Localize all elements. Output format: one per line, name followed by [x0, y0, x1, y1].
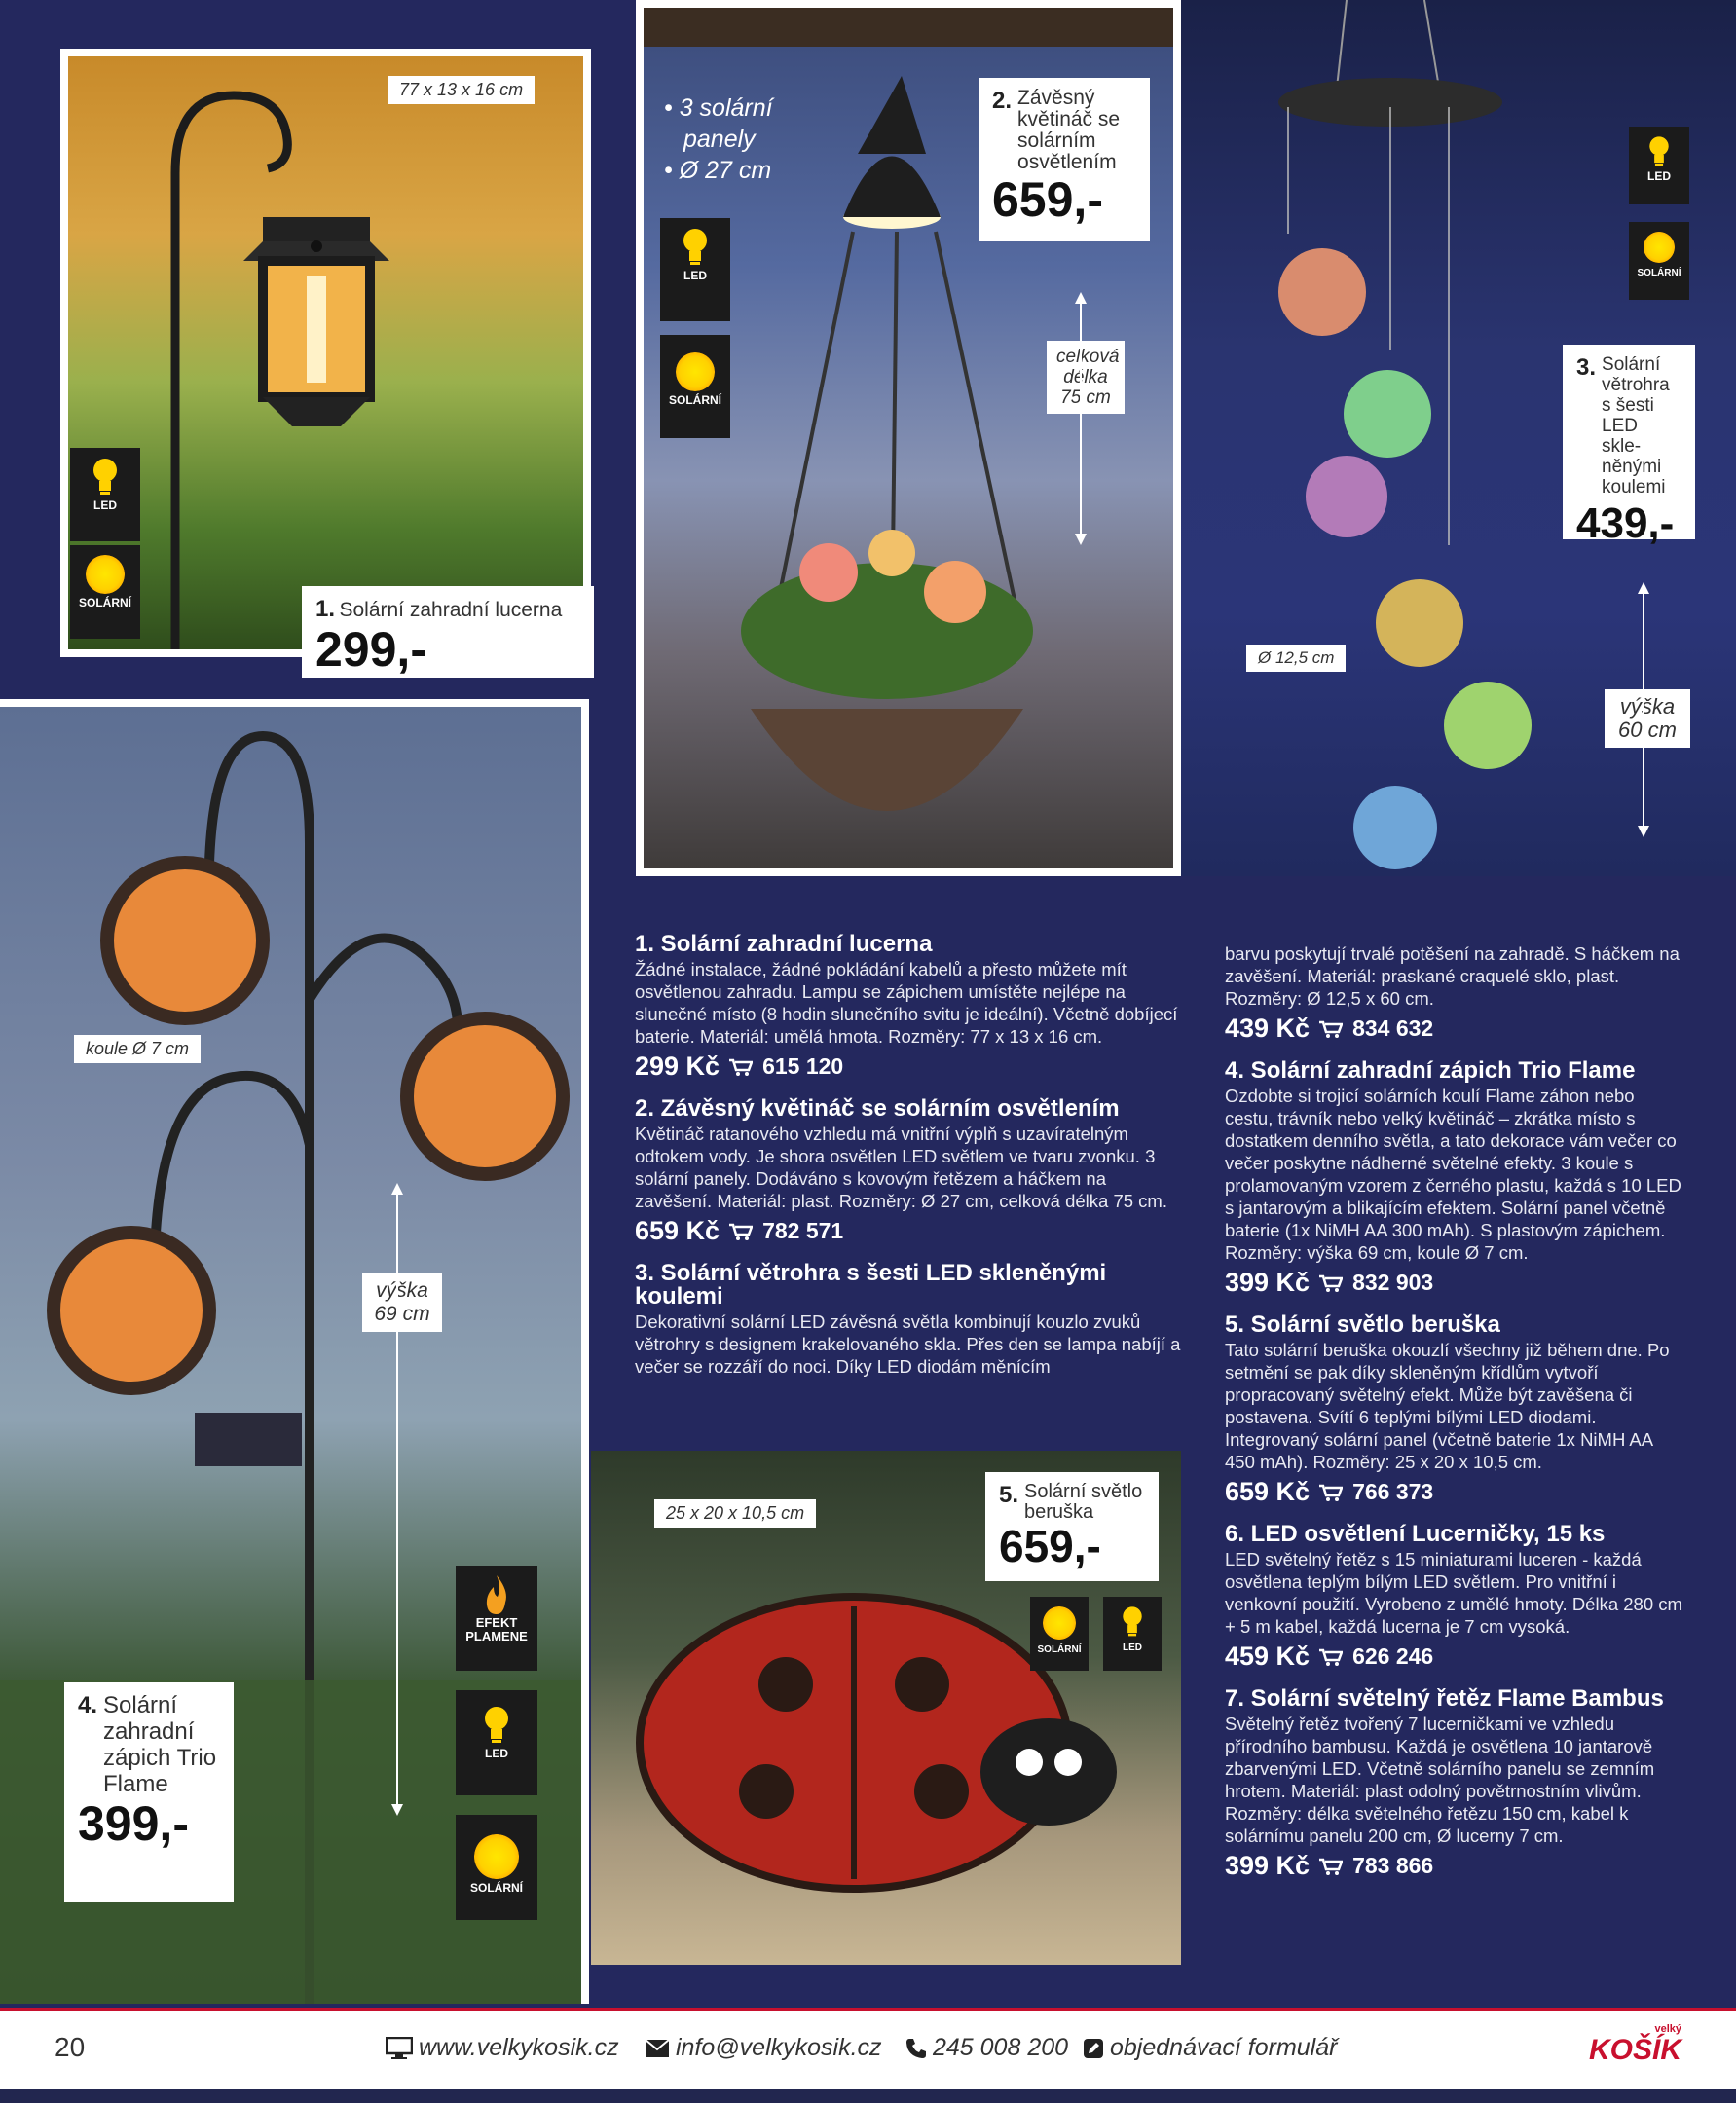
product-title: 1. Solární zahradní lucerna: [635, 931, 933, 957]
bulb-icon: [679, 226, 712, 267]
badge-led: [660, 218, 730, 321]
product-price-row: [1225, 1851, 1684, 1881]
badge-label: LED: [485, 1747, 508, 1760]
product-price-row: [635, 1052, 1182, 1082]
product-number: 5.: [999, 1482, 1019, 1508]
product-4: [1225, 1059, 1684, 1298]
product-code: 766 373: [1352, 1479, 1434, 1504]
product-title: 4. Solární zahradní zápich Trio Flame: [1225, 1057, 1636, 1084]
product-price-row: [1225, 1477, 1684, 1507]
product-code: 626 246: [1352, 1643, 1434, 1669]
product-price: 439,-: [1576, 499, 1675, 547]
feature-panels: • 3 solární: [664, 94, 773, 122]
email-link[interactable]: [645, 2034, 882, 2062]
feature-diameter: • Ø 27 cm: [664, 157, 772, 184]
sun-icon: [1043, 1606, 1076, 1640]
product-price-row: [635, 1216, 1182, 1246]
product-title: 3. Solární větrohra s šesti LED skleněnými koulemi: [635, 1260, 1107, 1310]
product-title: 2. Závěsný květináč se solárním osvětlením: [635, 1095, 1120, 1122]
logo-text: KOŠÍK: [1588, 2034, 1681, 2066]
cart-icon: [1319, 1858, 1343, 1875]
badge-led: [70, 448, 140, 541]
product-description: Dekorativní solární LED závěsná světla kombinují kouzlo zvuků větrohry s designem krakelovaného skla. Přes den se lampa nabíjí a večer se rozzáří do noci. Díky LED diodám měnícím: [635, 1311, 1181, 1377]
email-text: info@velkykosik.cz: [676, 2034, 882, 2061]
monitor-icon: [386, 2037, 413, 2060]
product-price: 399 Kč: [1225, 1851, 1311, 1880]
diameter-label: [1246, 645, 1346, 672]
product-price: 299,-: [315, 622, 426, 677]
product-description: barvu poskytují trvalé potěšení na zahradě. S háčkem na zavěšení. Materiál: praskané craquelé sklo, plast. Rozměry: Ø 12,5 x 60 cm.: [1225, 943, 1680, 1009]
product-number: 1.: [315, 596, 336, 622]
product-name: Solární světlo beruška: [1024, 1481, 1143, 1523]
product-price-row: [1225, 1642, 1684, 1672]
phone-link[interactable]: [905, 2034, 1068, 2062]
size-label-lantern: [388, 76, 535, 104]
product-3-cont: [1225, 942, 1684, 1044]
badge-solar: [1030, 1597, 1089, 1671]
pencil-icon: [1083, 2038, 1104, 2059]
product-price: 439 Kč: [1225, 1014, 1311, 1043]
ball-label: [74, 1035, 201, 1063]
price-tag-5: [985, 1472, 1159, 1581]
product-column-left: [635, 933, 1182, 1378]
feature-panels-cont: panely: [683, 126, 756, 153]
bulb-icon: [1645, 134, 1673, 167]
bulb-icon: [480, 1704, 513, 1745]
order-form-link[interactable]: [1083, 2034, 1337, 2062]
sun-icon: [676, 352, 715, 391]
badge-solar: [70, 545, 140, 639]
product-description: Žádné instalace, žádné pokládání kabelů a přesto můžete mít osvětlenou zahradu. Lampu se zápichem umístěte nejlépe na slunečné místo (8 hodin slunečního svitu je ideální). Včetně dobíjecí baterie. Materiál: umělá hmota. Rozměry: 77 x 13 x 16 cm.: [635, 959, 1178, 1047]
website-link[interactable]: [386, 2034, 619, 2062]
cart-icon: [1319, 1484, 1343, 1501]
cart-icon: [1319, 1648, 1343, 1666]
website-text: www.velkykosik.cz: [419, 2034, 619, 2061]
product-description: LED světelný řetěz s 15 miniaturami luceren - každá osvětlena teplým bílým LED světlem. Pro vnitřní i venkovní použití. Vyrobeno z umělé hmoty. Délka 280 cm + 5 m kabel, každá lucerna je 7 cm vysoká.: [1225, 1549, 1682, 1637]
badge-flame: [456, 1566, 537, 1671]
product-price: 659 Kč: [1225, 1477, 1311, 1506]
product-title: 7. Solární světelný řetěz Flame Bambus: [1225, 1685, 1664, 1712]
logo-small-text: velký: [1654, 2023, 1681, 2035]
product-price: 659,-: [992, 172, 1103, 227]
badge-led: [1629, 127, 1689, 204]
badge-led: [456, 1690, 537, 1795]
product-title: 5. Solární světlo beruška: [1225, 1311, 1500, 1338]
envelope-icon: [645, 2039, 670, 2058]
product-number: 4.: [78, 1692, 98, 1718]
badge-label: EFEKT PLAMENE: [465, 1615, 528, 1643]
product-description: Květináč ratanového vzhledu má vnitřní výplň s uzavíratelným odtokem vody. Je shora osvětlen LED světlem ve tvaru zvonku. 3 solární panely. Dodáváno s kovovým řetězem a háčkem na zavěšení. Materiál: plast. Rozměry: Ø 27 cm, celková délka 75 cm.: [635, 1124, 1167, 1211]
product-description: Tato solární beruška okouzlí všechny již během dne. Po setmění se pak díky skleněným křídlům vytvoří propracovaný světelný efekt. Může být zavěšena či postavena. Svítí 6 teplými bílými LED diodami. Integrovaný solární panel (včetně baterie 1x NiMH AA 450 mAh). Rozměry: 25 x 20 x 10,5 cm.: [1225, 1340, 1670, 1472]
product-7: [1225, 1687, 1684, 1881]
product-name: Závěsný květináč se solárním osvětlením: [1017, 87, 1121, 173]
size-text: 25 x 20 x 10,5 cm: [666, 1503, 805, 1523]
badge-led: [1103, 1597, 1162, 1671]
badge-solar: [660, 335, 730, 438]
lantern-illustration: [68, 56, 591, 657]
diameter-text: Ø 12,5 cm: [1258, 648, 1335, 667]
product-price: 399,-: [78, 1796, 189, 1851]
sun-icon: [474, 1834, 519, 1879]
product-code: 783 866: [1352, 1853, 1434, 1878]
sun-icon: [1644, 232, 1675, 263]
product-3: [635, 1262, 1182, 1378]
product-price: 659,-: [999, 1521, 1101, 1571]
size-label-ladybug: [654, 1499, 816, 1528]
sun-icon: [86, 555, 125, 594]
height-arrow-chime: [1634, 582, 1653, 837]
badge-solar: [456, 1815, 537, 1920]
badge-label: SOLÁRNÍ: [669, 393, 721, 407]
product-code: 782 571: [762, 1218, 844, 1243]
bulb-icon: [1119, 1605, 1146, 1638]
page-footer: [0, 2008, 1736, 2089]
product-price: 659 Kč: [635, 1216, 720, 1245]
badge-solar: [1629, 222, 1689, 300]
order-form-text: objednávací formulář: [1110, 2034, 1338, 2061]
product-description: Ozdobte si trojicí solárních koulí Flame záhon nebo cestu, trávník nebo velký květináč – zkrátka místo s dostatkem denního světla, a tato dekorace vám večer co večer poskytne nádherné světelné efekty. 3 koule s prolamovaným vzorem z černého plastu, každá s 10 LED s jantarovým a blikajícím efektem. Solární panel včetně baterie (1x NiMH AA 300 mAh). S plastovým zápichem. Rozměry: výška 69 cm, koule Ø 7 cm.: [1225, 1086, 1681, 1263]
badge-label: LED: [683, 269, 707, 282]
product-name: Solární větrohra s šesti LED skle-něnými koulemi: [1602, 354, 1670, 498]
badge-label: SOLÁRNÍ: [79, 596, 131, 609]
product-2: [635, 1097, 1182, 1246]
product-code: 615 120: [762, 1053, 844, 1079]
product-name: Solární zahradní zápich Trio Flame: [103, 1692, 217, 1797]
product-price: 399 Kč: [1225, 1268, 1311, 1297]
cart-icon: [1319, 1020, 1343, 1038]
product-column-right: [1225, 942, 1684, 1897]
bottom-strip: [0, 2089, 1736, 2103]
product-price: 299 Kč: [635, 1052, 720, 1081]
ball-text: koule Ø 7 cm: [86, 1039, 190, 1058]
product-price-row: [1225, 1268, 1684, 1298]
badge-label: LED: [1647, 169, 1671, 183]
product-title: 6. LED osvětlení Lucerničky, 15 ks: [1225, 1521, 1606, 1547]
cart-icon: [729, 1058, 753, 1076]
cart-icon: [1319, 1274, 1343, 1292]
product-name: Solární zahradní lucerna: [339, 599, 563, 621]
product-number: 3.: [1576, 354, 1597, 381]
size-text: 77 x 13 x 16 cm: [399, 80, 524, 99]
velky-kosik-logo[interactable]: [1589, 2024, 1681, 2067]
price-tag-3: [1563, 345, 1695, 547]
product-6: [1225, 1523, 1684, 1672]
product-price-row: [1225, 1014, 1684, 1044]
badge-label: SOLÁRNÍ: [470, 1881, 523, 1895]
height-arrow-trio: [388, 1183, 407, 1816]
length-text: celková délka 75 cm: [1056, 347, 1120, 408]
basket-features: [664, 92, 773, 186]
flame-icon: [480, 1573, 513, 1616]
product-price: 459 Kč: [1225, 1642, 1311, 1671]
badge-label: LED: [1123, 1642, 1142, 1653]
product-number: 2.: [992, 88, 1013, 114]
product-description: Světelný řetěz tvořený 7 lucerničkami ve vzhledu přírodního bambusu. Každá je osvětlena 10 jantarově zbarvenými LED. Včetně solárního panelu se zemním hrotem. Materiál: plast odolný povětrnostním vlivům. Rozměry: délka světelného řetězu 150 cm, kabel k solárnímu panelu 200 cm, Ø lucerny 7 cm.: [1225, 1714, 1655, 1846]
length-arrow: [1071, 292, 1090, 545]
phone-icon: [905, 2038, 927, 2059]
price-tag-2: [979, 78, 1150, 241]
product-code: 832 903: [1352, 1270, 1434, 1295]
height-text: výška 69 cm: [374, 1279, 430, 1325]
badge-label: LED: [93, 498, 117, 512]
badge-label: SOLÁRNÍ: [1037, 1644, 1082, 1655]
page-number: 20: [55, 2032, 86, 2062]
cart-icon: [729, 1223, 753, 1240]
product-code: 834 632: [1352, 1015, 1434, 1041]
product-1: [635, 933, 1182, 1082]
product-5: [1225, 1313, 1684, 1507]
price-tag-4: [64, 1682, 234, 1902]
bulb-icon: [89, 456, 122, 497]
height-text: výška 60 cm: [1618, 694, 1677, 742]
price-tag-1: [302, 586, 594, 678]
badge-label: SOLÁRNÍ: [1637, 268, 1681, 278]
phone-text: 245 008 200: [933, 2034, 1069, 2061]
